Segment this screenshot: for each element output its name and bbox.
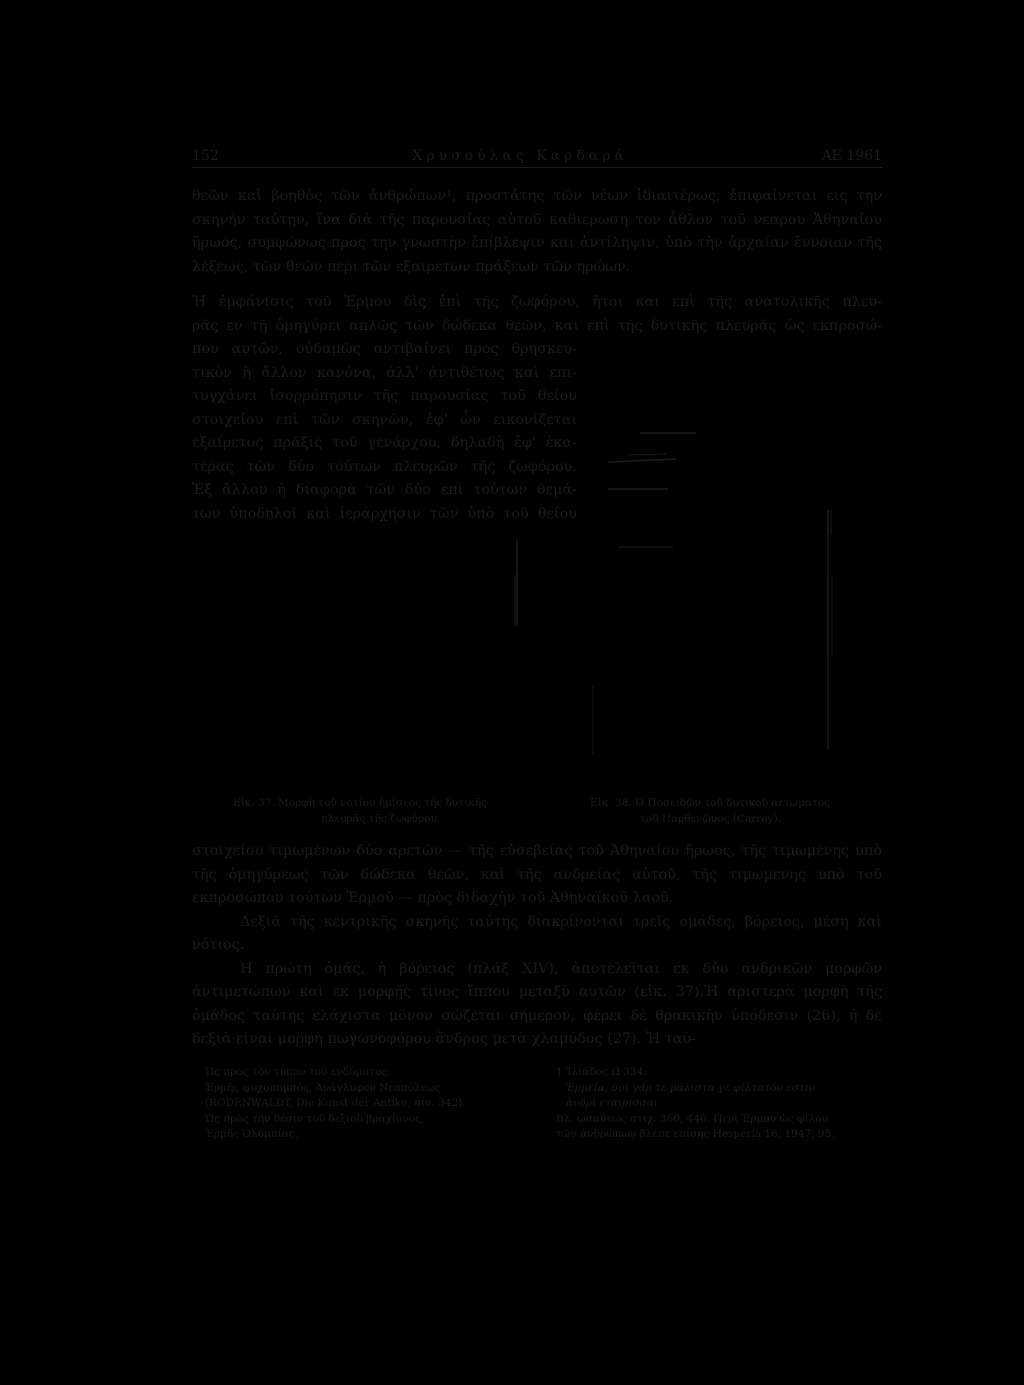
paragraph-line: των ὑποδηλοῖ καὶ ἱεράρχησιν τῶν ὑπὸ τοῦ θείου bbox=[192, 505, 577, 522]
footnote-line: τῶν ἀνθρώπων βλέπε επίσης Hesperia 16, 1947, 95. bbox=[556, 1128, 835, 1140]
page-header bbox=[192, 148, 882, 168]
paragraph: Δεξιᾶ τῆς κεντρικῆς σκηνῆς ταύτης διακρίνονται τρεῖς ομάδες, βόρειος, μέση καὶ νότιος. bbox=[192, 913, 882, 953]
footnote-line: Ἑρμεία, σοὶ γάρ τε μάλιστα γε φίλτατόν εστιν bbox=[566, 1081, 816, 1094]
paragraph-line: που αυτῶν, οὐδαμῶς αντιβαίνει προς θρησκευ- bbox=[192, 341, 577, 357]
paragraph-line: Ἐξ ἄλλου ἡ διαφορὰ τῶν δύο επὶ τούτων θεμά- bbox=[192, 482, 577, 498]
footnote-line: Ὡς πρὸς τὴν θέσιν τοῦ δεξιοῦ βραχίονος, bbox=[205, 1112, 425, 1125]
footnote-line: Ἑρμῆς Ὀλυμπίας. bbox=[205, 1128, 299, 1140]
footnote-line: Βλ. ωσαύτως στιχ. 360, 440. Περὶ Ἑρμου ὡς φίλου bbox=[556, 1112, 829, 1125]
page-number: 152 bbox=[192, 148, 219, 164]
main-text bbox=[192, 840, 882, 1052]
paragraph-line: στοιχείου επὶ τῶν σκηνῶν, ἐφ' ὧν εικονίζεται bbox=[192, 411, 577, 428]
footnotes-left bbox=[205, 1065, 466, 1143]
caption-line: Εἰκ. 37. Μορφὴ τοῦ νοτίου ἡμίσεος τῆς δυτικῆς bbox=[233, 797, 487, 809]
paragraph: στοιχείου τιμωμένων δύο αρετῶν — τῆς εὐσεβείας τοῦ Ἀθηναίου ἥρωος, τῆς τιμωμένης υπὸ τῆς ὁμηγύρεως τῶν δώδεκα θεῶν, καὶ τῆς ανδρείας αὐτοῦ, τῆς τιμωμενης υπὸ τοῦ εκπροσώπου τούτων Ἑρμοῦ — πρὸς διδαχὴν τοῦ Ἀθηναϊκοῦ λαοῦ. bbox=[192, 843, 882, 906]
journal-ref: ΑΕ 1961 bbox=[821, 148, 882, 164]
paragraph: Η πρώτη ὁμάς, ἡ βόρειος (πλάξ XIV), ἀποτελεῖται εκ δύο ανδρικῶν μορφῶν ἀντιμετώπων καὶ εκ μορφῆς τινος ἵππου μεταξὺ αυτῶν (εἰκ. 37).Ἡ αριστερὰ μορφὴ τῆς ὁμάδος ταύτης ελάχιστα μόνον σώζεται σήμερον, φέρει δὲ θρακικὴν ὑπόδεσιν (26), ἡ δὲ δεξιὰ εἰναι μορφὴ πωγωνοφόρου ἄνδρος μετὰ χλαμύδος (27). Ἡ ταύ- bbox=[192, 960, 882, 1047]
figure-38-image bbox=[588, 425, 848, 765]
caption-line: Εἰκ. 38. Ὁ Ποσειδῶν τοῦ δυτικοῦ αετώματος bbox=[590, 797, 831, 809]
caption-line: πλευρᾶς τῆς ζωφόρου. bbox=[321, 813, 441, 825]
footnote-line: Ἑρμῆς ψυχοπομπός, Ἀνάγλυφον Νεαπόλεως: bbox=[205, 1081, 445, 1094]
running-title: Χρυσούλας Καρδαρά bbox=[412, 148, 628, 164]
footnote-line: ἀνδρὶ εταιρίσσαι. bbox=[566, 1097, 662, 1109]
paragraph-line: εξαίρετος πρᾶξις τοῦ γενάρχου, δηλαδὴ ἐφ' ἑκα- bbox=[192, 435, 577, 451]
footnote-line: (RODENWALDT, Die Kunst der Antike, πίν. 342). bbox=[205, 1097, 466, 1109]
paragraph-line: Ἡ ἐμφάνισις τοῦ Ἑρμου δὶς ἐπὶ τῆς ζωφόρου, ἤτοι και επὶ τῆς ανατολικῆς πλευ- bbox=[192, 294, 882, 310]
figure-37-caption bbox=[233, 795, 487, 827]
paragraph-line: ρᾶς εν τῇ ὁμηγύρει απλῶς τῶν δώδεκα θεῶν, και επὶ τῆς δυτικῆς πλευρᾶς ὡς εκπροσώ- bbox=[192, 317, 882, 334]
paragraph-line: τέρας τῶν δύο τούτων πλευρῶν τῆς ζωφόρου. bbox=[192, 458, 577, 475]
paragraph-line: τυγχάνει ἰσορρόπησιν τῆς παρουσίας τοῦ θείου bbox=[192, 388, 577, 404]
figure-38-caption bbox=[590, 795, 830, 827]
footnote-line: Ὡς πρὸς τὸν τύπον τοῦ ενδύματος: bbox=[205, 1066, 391, 1078]
caption-line: τοῦ Παρθενῶνος (Carrey). bbox=[640, 813, 781, 825]
footnote-line: 1 Ἰλιάδος Ω 334: bbox=[556, 1066, 647, 1078]
figure-37-image bbox=[500, 535, 560, 635]
paragraph-line: τικὸν ἢ ἄλλον κανόνα, ἀλλ' ἀντιθέτως καὶ επι- bbox=[192, 364, 577, 381]
footnotes-right bbox=[556, 1065, 835, 1143]
intro-paragraph: θεῶν καὶ βοηθὸς τῶν ἀνθρώπων¹, προστάτης τῶν νέων ἰδιαιτέρως, ἐπιφαίνεται εις την σκηνὴν ταύτην, ἵνα διὰ τῆς παρουσίας αὐτοῦ καθιερωση τον ἆθλον τοῦ νεαρου Ἀθηναίου ἥρωος, συμφώνως προς την γνωστὴν ἐπίβλεψιν και ἀντίληψιν, ὑπὸ τὴν ἀρχαίαν ἔννοιαν τῆς λέξεως, τῶν θεῶν περι τῶν εξαιρετων πράξεων τῶν ηρώων. bbox=[192, 188, 882, 275]
